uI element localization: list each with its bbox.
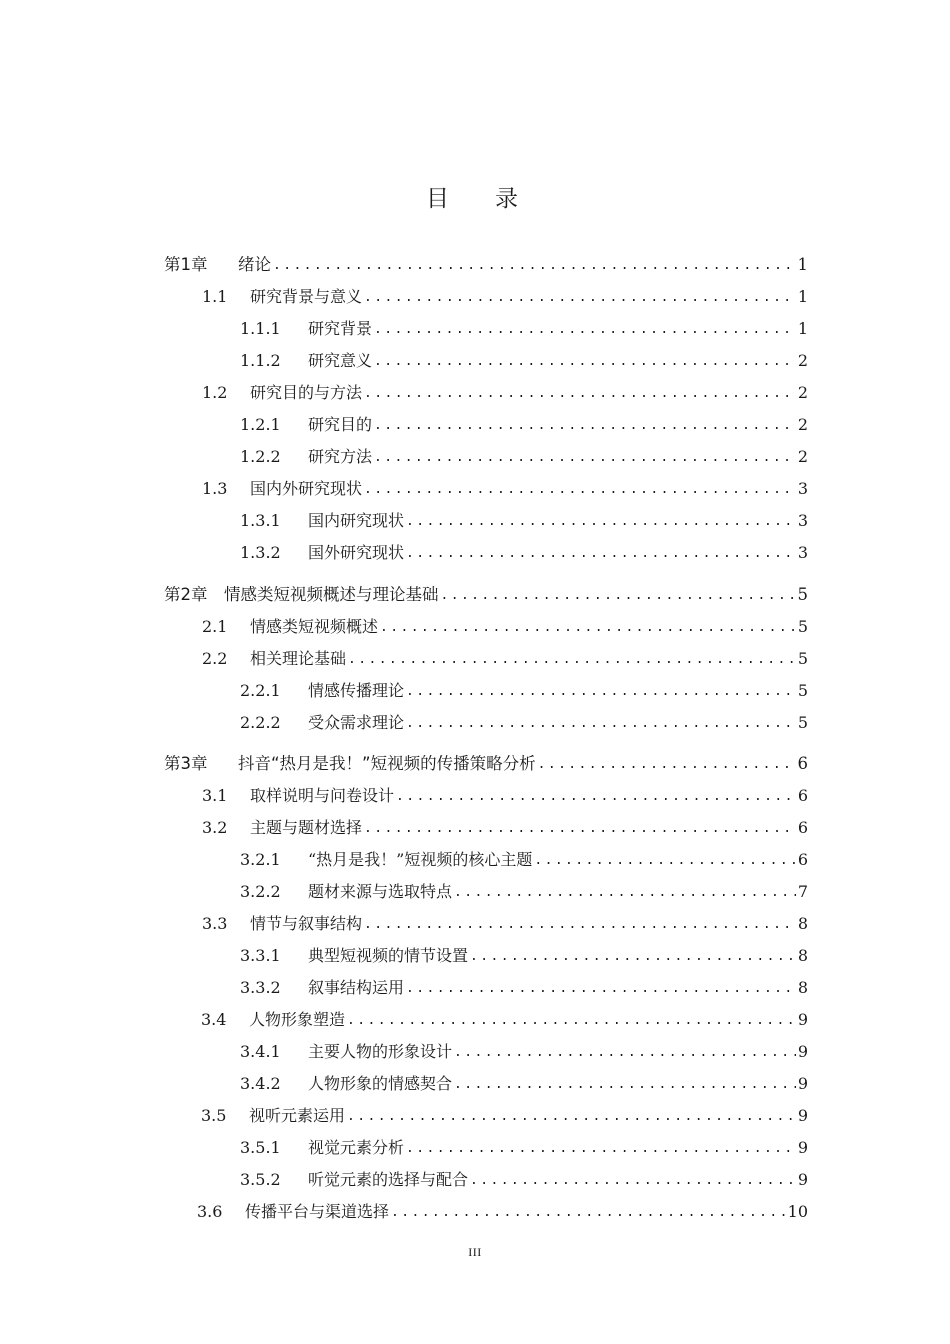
dot-leader	[374, 449, 796, 467]
toc-entry[interactable]	[240, 968, 808, 998]
toc-entry-page: 5	[797, 713, 808, 732]
toc-entry-title: 题材来源与选取特点	[308, 882, 453, 901]
toc-entry-title: “热月是我！”短视频的核心主题	[308, 850, 533, 869]
toc-entry[interactable]	[240, 840, 808, 870]
dot-leader	[406, 715, 796, 733]
toc-entry[interactable]	[164, 575, 808, 605]
page-title: 目录	[426, 186, 564, 212]
dot-leader	[538, 756, 796, 774]
dot-leader	[406, 545, 796, 563]
toc-entry-number: 1.3.2	[240, 543, 281, 562]
toc-entry-page: 5	[797, 649, 808, 668]
toc-entry-title: 国内外研究现状	[250, 479, 363, 498]
toc-entry[interactable]	[202, 469, 808, 499]
toc-entry-title: 研究方法	[308, 447, 373, 466]
toc-entry-page: 9	[797, 1074, 808, 1093]
toc-entry-number: 1.3	[202, 479, 228, 498]
toc-entry[interactable]	[202, 776, 808, 806]
toc-entry[interactable]	[240, 1128, 808, 1158]
toc-entry-number: 1.2.2	[240, 447, 281, 466]
toc-entry-number: 3.2.1	[240, 850, 281, 869]
dot-leader	[470, 948, 796, 966]
toc-entry-title: 情感传播理论	[308, 681, 405, 700]
dot-leader	[534, 852, 795, 870]
dot-leader	[396, 788, 796, 806]
toc-entry[interactable]	[202, 607, 808, 637]
toc-entry-page: 5	[797, 585, 808, 604]
toc-entry-title: 国外研究现状	[308, 543, 405, 562]
dot-leader	[348, 651, 796, 669]
toc-entry-number: 1.1	[202, 287, 228, 306]
toc-entry-page: 9	[797, 1170, 808, 1189]
toc-entry-page: 7	[797, 882, 808, 901]
toc-entry-page: 2	[797, 351, 808, 370]
toc-entry-page: 5	[797, 681, 808, 700]
toc-entry[interactable]	[240, 405, 808, 435]
toc-entry-page: 5	[797, 617, 808, 636]
toc-entry[interactable]	[240, 533, 808, 563]
toc-entry-number: 2.2.2	[240, 713, 281, 732]
dot-leader	[454, 1044, 796, 1062]
toc-entry-title: 典型短视频的情节设置	[308, 946, 469, 965]
toc-entry-number: 3.4	[201, 1010, 227, 1029]
toc-entry-page: 6	[797, 786, 808, 805]
toc-entry[interactable]	[202, 808, 808, 838]
toc-entry[interactable]	[202, 373, 808, 403]
toc-entry[interactable]	[240, 1032, 808, 1062]
toc-entry-page: 3	[797, 479, 808, 498]
dot-leader	[406, 513, 796, 531]
toc-entry-number: 3.6	[197, 1202, 223, 1221]
toc-entry-number: 1.1.1	[240, 319, 281, 338]
toc-entry[interactable]	[240, 1064, 808, 1094]
dot-leader	[441, 587, 796, 605]
toc-entry[interactable]	[240, 341, 808, 371]
dot-leader	[347, 1012, 796, 1030]
toc-entry-title: 叙事结构运用	[308, 978, 405, 997]
toc-entry-number: 3.3	[202, 914, 228, 933]
toc-entry-number: 3.5.2	[240, 1170, 281, 1189]
toc-entry-title: 研究背景与意义	[250, 287, 363, 306]
toc-entry-number: 1.2	[202, 383, 228, 402]
toc-entry-title: 研究意义	[308, 351, 373, 370]
toc-entry-title: 传播平台与渠道选择	[245, 1202, 390, 1221]
dot-leader	[391, 1204, 786, 1222]
dot-leader	[406, 1140, 796, 1158]
toc-entry-page: 6	[797, 850, 808, 869]
toc-entry-number: 第1章	[164, 255, 208, 274]
toc-entry-number: 3.3.2	[240, 978, 281, 997]
dot-leader	[347, 1108, 796, 1126]
dot-leader	[406, 683, 796, 701]
toc-entry-title: 情感类短视频概述	[250, 617, 379, 636]
toc-entry-title: 听觉元素的选择与配合	[308, 1170, 469, 1189]
toc-entry[interactable]	[240, 1160, 808, 1190]
toc-entry-number: 2.2	[202, 649, 228, 668]
toc-entry-page: 9	[797, 1010, 808, 1029]
toc-entry[interactable]	[201, 1000, 808, 1030]
toc-entry-number: 1.1.2	[240, 351, 281, 370]
toc-entry[interactable]	[240, 703, 808, 733]
toc-entry-title: 主题与题材选择	[250, 818, 363, 837]
toc-entry[interactable]	[240, 437, 808, 467]
toc-entry-title: 情感类短视频概述与理论基础	[224, 585, 439, 604]
toc-entry-title: 研究背景	[308, 319, 373, 338]
toc-entry[interactable]	[164, 245, 808, 275]
toc-entry-title: 受众需求理论	[308, 713, 405, 732]
toc-entry-page: 9	[797, 1106, 808, 1125]
toc-entry-page: 9	[797, 1042, 808, 1061]
dot-leader	[364, 481, 796, 499]
toc-entry[interactable]	[164, 744, 808, 774]
toc-entry-title: 抖音“热月是我！”短视频的传播策略分析	[238, 754, 536, 773]
toc-entry[interactable]	[202, 904, 808, 934]
toc-entry-page: 2	[797, 447, 808, 466]
toc-entry-number: 1.2.1	[240, 415, 281, 434]
toc-entry-page: 10	[787, 1202, 808, 1221]
toc-entry-page: 1	[797, 287, 808, 306]
dot-leader	[364, 289, 796, 307]
toc-entry-page: 8	[797, 978, 808, 997]
toc-entry-page: 1	[797, 255, 808, 274]
toc-entry-number: 第3章	[164, 754, 208, 773]
toc-entry-page: 8	[797, 914, 808, 933]
toc-entry-title: 国内研究现状	[308, 511, 405, 530]
toc-entry-number: 3.4.1	[240, 1042, 281, 1061]
toc-entry[interactable]	[240, 309, 808, 339]
toc-entry[interactable]	[240, 872, 808, 902]
toc-entry-number: 第2章	[164, 585, 208, 604]
dot-leader	[374, 353, 796, 371]
toc-entry-page: 1	[797, 319, 808, 338]
toc-entry-page: 6	[797, 818, 808, 837]
toc-entry-number: 3.4.2	[240, 1074, 281, 1093]
toc-entry[interactable]	[202, 639, 808, 669]
toc-entry[interactable]	[240, 671, 808, 701]
toc-entry-page: 2	[797, 415, 808, 434]
toc-entry[interactable]	[201, 1096, 808, 1126]
toc-entry-number: 1.3.1	[240, 511, 281, 530]
dot-leader	[470, 1172, 796, 1190]
toc-entry[interactable]	[202, 277, 808, 307]
toc-entry-number: 2.2.1	[240, 681, 281, 700]
toc-entry-title: 人物形象塑造	[249, 1010, 346, 1029]
toc-entry-title: 取样说明与问卷设计	[250, 786, 395, 805]
dot-leader	[374, 321, 796, 339]
dot-leader	[364, 916, 796, 934]
toc-entry-title: 人物形象的情感契合	[308, 1074, 453, 1093]
toc-entry-number: 3.2	[202, 818, 228, 837]
toc-entry-page: 3	[797, 511, 808, 530]
toc-entry-number: 3.3.1	[240, 946, 281, 965]
toc-entry-page: 9	[797, 1138, 808, 1157]
toc-entry-number: 3.1	[202, 786, 228, 805]
toc-entry-number: 2.1	[202, 617, 228, 636]
toc-entry-title: 研究目的与方法	[250, 383, 363, 402]
toc-entry-title: 相关理论基础	[250, 649, 347, 668]
dot-leader	[454, 884, 796, 902]
dot-leader	[406, 980, 796, 998]
toc-entry-title: 研究目的	[308, 415, 373, 434]
toc-entry-title: 情节与叙事结构	[250, 914, 363, 933]
toc-entry-title: 主要人物的形象设计	[308, 1042, 453, 1061]
toc-entry-title: 视听元素运用	[249, 1106, 346, 1125]
toc-entry[interactable]	[240, 501, 808, 531]
page-number: III	[468, 1245, 482, 1259]
toc-entry[interactable]	[240, 936, 808, 966]
toc-entry-title: 绪论	[238, 255, 271, 274]
dot-leader	[273, 257, 796, 275]
dot-leader	[374, 417, 796, 435]
toc-entry-page: 2	[797, 383, 808, 402]
toc-entry-page: 6	[797, 754, 808, 773]
toc-entry-number: 3.2.2	[240, 882, 281, 901]
toc-entry-number: 3.5	[201, 1106, 227, 1125]
dot-leader	[380, 619, 796, 637]
toc-entry-page: 8	[797, 946, 808, 965]
toc-entry[interactable]	[197, 1192, 808, 1222]
dot-leader	[364, 820, 796, 838]
toc-entry-page: 3	[797, 543, 808, 562]
dot-leader	[454, 1076, 796, 1094]
toc-entry-title: 视觉元素分析	[308, 1138, 405, 1157]
dot-leader	[364, 385, 796, 403]
toc-entry-number: 3.5.1	[240, 1138, 281, 1157]
